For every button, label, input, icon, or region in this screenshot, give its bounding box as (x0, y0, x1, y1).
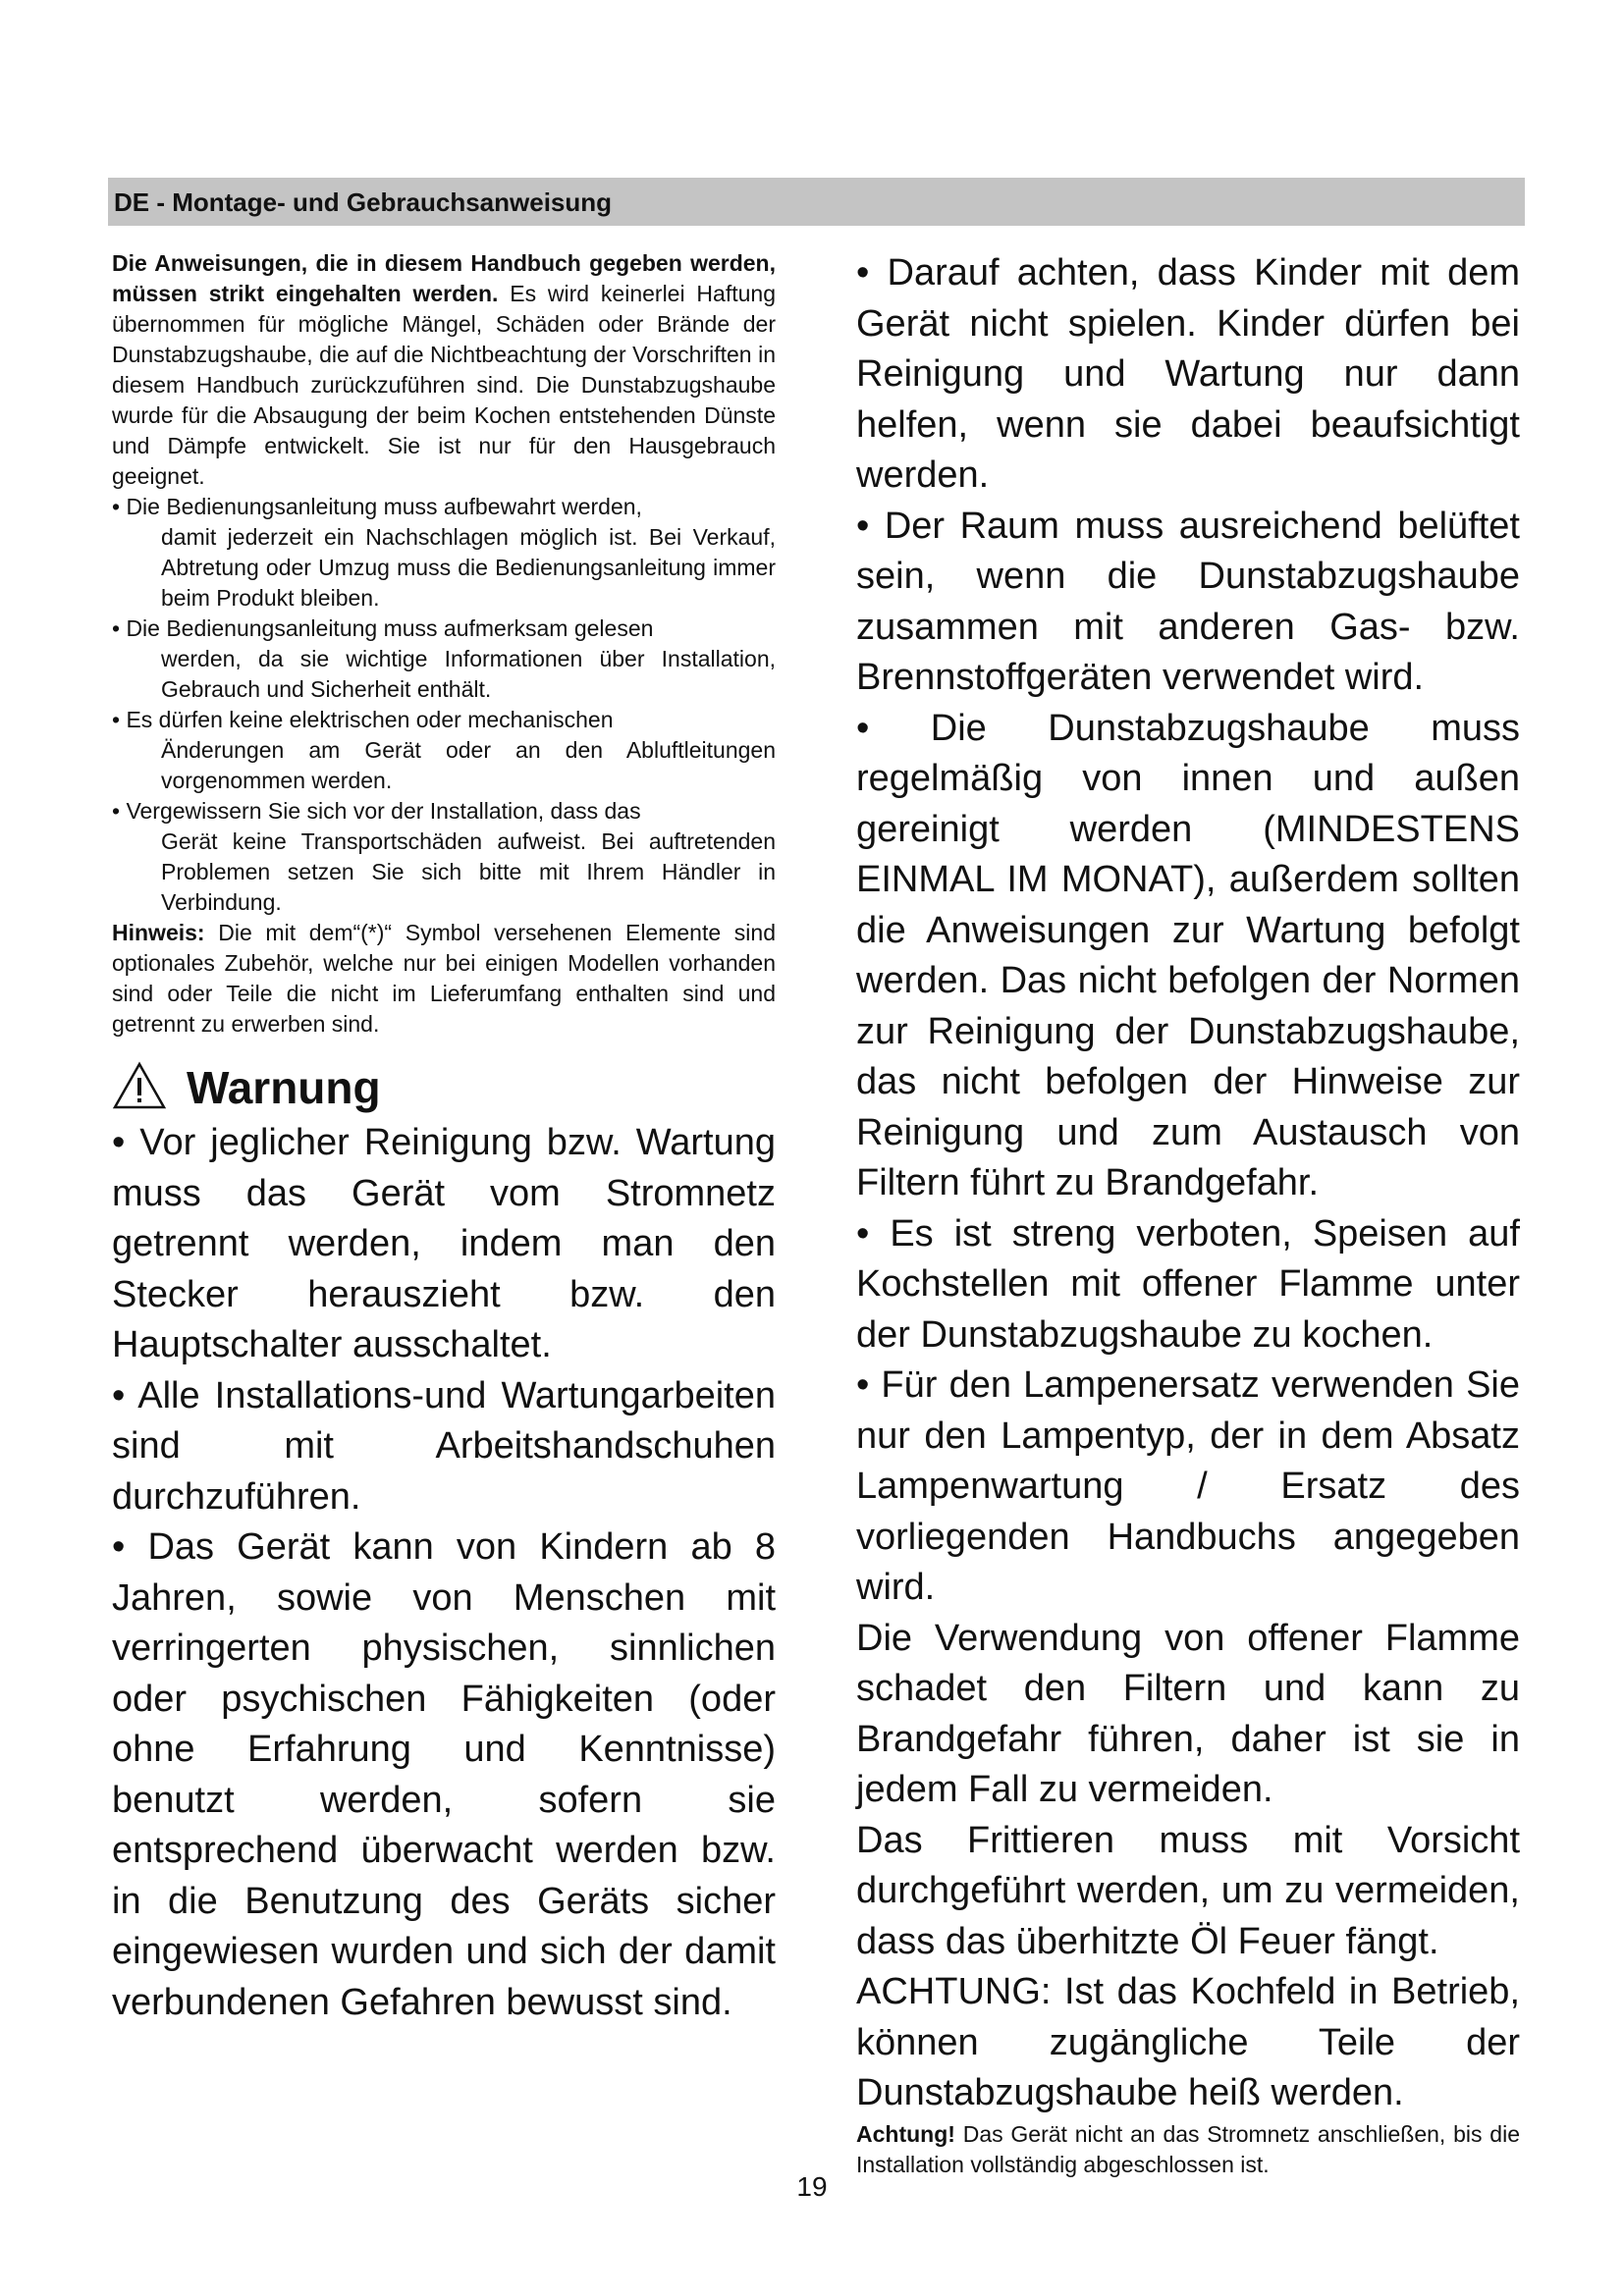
section-header-bar (108, 178, 1525, 226)
warning-paragraph: Das Frittieren muss mit Vorsicht durchgeführt werden, um zu vermeiden, dass das überhitzte Öl Feuer fängt. (856, 1819, 1520, 1962)
warning-item: • Für den Lampenersatz verwenden Sie nur den Lampentyp, der in dem Absatz Lampenwartung / Ersatz des vorliegenden Handbuchs angegeben wird. (856, 1364, 1520, 1608)
small-bullet-list (112, 492, 776, 918)
small-bullet: • Es dürfen keine elektrischen oder mechanischen Änderungen am Gerät oder an den Abluftleitungen vorgenommen werden. (112, 707, 776, 793)
warning-item: • Die Dunstabzugshaube muss regelmäßig von innen und außen gereinigt werden (MINDESTENS EINMAL IM MONAT), außerdem sollten die Anweisungen zur Wartung befolgt werden. Das nicht befolgen der Normen zur Reinigung der Dunstabzugshaube, das nicht befolgen der Hinweise zur Reinigung und zum Austausch von Filtern führt zu Brandgefahr. (856, 707, 1520, 1203)
right-column (856, 248, 1520, 2180)
warning-list-right (856, 248, 1520, 2119)
page-number: 19 (796, 2171, 828, 2202)
hinweis-label: Hinweis: (112, 920, 205, 945)
small-bullet: • Vergewissern Sie sich vor der Installation, dass das Gerät keine Transportschäden aufweist. Bei auftretenden Problemen setzen Sie sich bitte mit Ihrem Händler in Verbindung. (112, 798, 776, 915)
warning-item: • Vor jeglicher Reinigung bzw. Wartung muss das Gerät vom Stromnetz getrennt werden, indem man den Stecker herauszieht bzw. den Hauptschalter ausschaltet. (112, 1122, 776, 1365)
warning-item: • Das Gerät kann von Kindern ab 8 Jahren, sowie von Menschen mit verringerten physischen, sinnlichen oder psychischen Fähigkeiten (oder ohne Erfahrung und Kenntnisse) benutzt werden, sofern sie entsprechend überwacht werden bzw. in die Benutzung des Geräts sicher eingewiesen wurden und sich der damit verbundenen Gefahren bewusst sind. (112, 1526, 776, 2023)
section-title: DE - Montage- und Gebrauchsanweisung (114, 187, 613, 217)
warning-paragraph: ACHTUNG: Ist das Kochfeld in Betrieb, können zugängliche Teile der Dunstabzugshaube heiß werden. (856, 1971, 1520, 2113)
warning-triangle-icon (112, 1061, 167, 1110)
small-bullet: • Die Bedienungsanleitung muss aufbewahrt werden, damit jederzeit ein Nachschlagen möglich ist. Bei Verkauf, Abtretung oder Umzug muss die Bedienungsanleitung immer beim Produkt bleiben. (112, 494, 776, 611)
warning-paragraph: Die Verwendung von offener Flamme schadet den Filtern und kann zu Brandgefahr führen, daher ist sie in jedem Fall zu vermeiden. (856, 1617, 1520, 1810)
warning-title: Warnung (187, 1062, 381, 1113)
intro-bold: Die Anweisungen, die in diesem Handbuch gegeben werden, müssen strikt eingehalten werden. (112, 250, 776, 306)
left-column (112, 248, 776, 2028)
intro-text (112, 248, 776, 492)
warning-heading (112, 1059, 776, 1118)
final-caution-text: Das Gerät nicht an das Stromnetz anschließen, bis die Installation vollständig abgeschlossen ist. (856, 2120, 1520, 2177)
warning-item: • Es ist streng verboten, Speisen auf Kochstellen mit offener Flamme unter der Dunstabzugshaube zu kochen. (856, 1212, 1520, 1356)
warning-item: • Der Raum muss ausreichend belüftet sein, wenn die Dunstabzugshaube zusammen mit anderen Gas- bzw. Brennstoffgeräten verwendet wird. (856, 505, 1520, 698)
hinweis-note (112, 918, 776, 1040)
warning-item: • Darauf achten, dass Kinder mit dem Gerät nicht spielen. Kinder dürfen bei Reinigung und Wartung nur dann helfen, wenn sie dabei beaufsichtigt werden. (856, 252, 1520, 496)
intro-body: Es wird keinerlei Haftung übernommen für mögliche Mängel, Schäden oder Brände der Dunstabzugshaube, die auf die Nichtbeachtung der Vorschriften in diesem Handbuch zurückzuführen sind. Die Dunstabzugshaube wurde für die Absaugung der beim Kochen entstehenden Dünste und Dämpfe entwickelt. Sie ist nur für den Hausgebrauch geeignet. (112, 281, 776, 489)
small-bullet: • Die Bedienungsanleitung muss aufmerksam gelesen werden, da sie wichtige Informationen über Installation, Gebrauch und Sicherheit enthält. (112, 615, 776, 702)
warning-list-left (112, 1118, 776, 2028)
warning-item: • Alle Installations-und Wartungarbeiten sind mit Arbeitshandschuhen durchzuführen. (112, 1374, 776, 1518)
hinweis-text: Die mit dem“(*)“ Symbol versehenen Elemente sind optionales Zubehör, welche nur bei einigen Modellen vorhanden sind oder Teile die nicht im Lieferumfang enthalten sind und getrennt zu erwerben sind. (112, 920, 776, 1037)
final-caution-label: Achtung! (856, 2120, 955, 2147)
